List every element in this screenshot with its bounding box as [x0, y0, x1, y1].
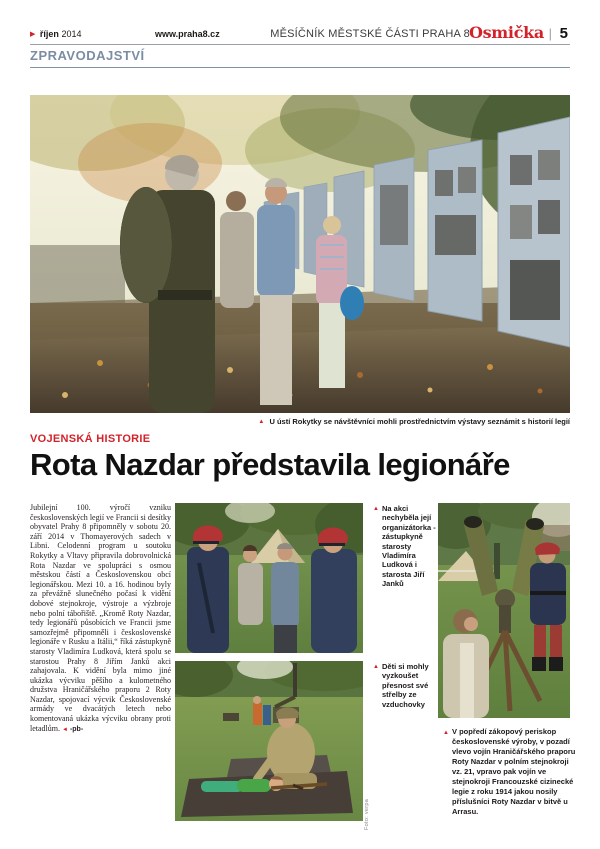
- caption-children: [373, 662, 440, 709]
- caption-arrow-icon: ▲: [373, 664, 379, 670]
- photo-credit: Foto: verpa: [364, 798, 370, 830]
- caption-organizers: [373, 504, 440, 589]
- child-shooting-illustration: [175, 661, 363, 821]
- article-body: [30, 503, 171, 735]
- caption-organizers-text: Na akci nechyběla její organizátorka - zástupkyně starosty Vladimíra Ludková i starosta Jiří Janků: [382, 504, 436, 589]
- caption-periscope: [443, 727, 576, 817]
- article-author: -pb-: [69, 725, 84, 733]
- issue-year: 2014: [61, 29, 82, 39]
- article-body-text: Jubilejní 100. výročí vzniku československých legií ve Francii si desítky obyvatel Prahy 8 připomněly v sobotu 20. září 2014 v Thomayerových sadech v Libni. Celodenní program u soutoku Rokytky a Vltavy připravila dobrovolnická Rota Nazdar ve spolupráci s osmou městskou částí a Československou obcí legionářskou. Mezi 10. a 16. hodinou byly za převážně slunečného počasí k vidění dobové stejnokroje, výstroje a výzbroje nebo polní tábořiště. „Kromě Roty Nazdar, tedy legionářů působících ve Francii jsme samozřejmě připomněli i československé legionáře v Rusku a Itálii,“ říká zástupkyně starosty Vladimíra Ludková, která spolu se starostou Prahy 8 Jiřím Janků akci zahajovala. K vidění byla mimo jiné ukázka výcviku pěšího a kulometného družstva Hraničářského praporu 2 Roty Nazdar, spojovací výcvik Československé armády ve dvacátých letech nebo komentovaná ukázka výcviku obrany proti letadlům.: [30, 503, 171, 733]
- main-photo-caption-text: U ústí Rokytky se návštěvníci mohli prostřednictvím výstavy seznámit s historií legií: [269, 417, 570, 426]
- section-bar: [30, 47, 570, 68]
- article-kicker: VOJENSKÁ HISTORIE: [30, 433, 151, 445]
- publication-line: MĚSÍČNÍK MĚSTSKÉ ČÁSTI PRAHA 8: [270, 28, 470, 40]
- caption-arrow-icon: ▲: [373, 506, 379, 512]
- periscope-illustration: [438, 503, 570, 718]
- website-url: www.praha8.cz: [155, 29, 220, 39]
- caption-periscope-text: V popředí zákopový periskop československé výroby, v pozadí vlevo vojín Hraničářského praporu Roty Nazdar v polním stejnokroji vz. 21, vpravo pak vojín ve stejnokroji Francouzské cizinecké legie z roku 1914 jakou nosily příslušníci Roty Nazdar v bitvě u Arrasu.: [452, 727, 576, 816]
- article-headline: Rota Nazdar představila legionáře: [30, 447, 510, 482]
- main-photo: [30, 95, 570, 413]
- issue-date: [30, 29, 81, 39]
- page-number-divider: |: [548, 26, 552, 41]
- date-arrow-icon: ▶: [30, 31, 36, 38]
- child-shooting-photo: [175, 661, 363, 821]
- soldiers-talking-illustration: [175, 503, 363, 653]
- caption-arrow-icon: ▲: [258, 419, 265, 425]
- article-end-icon: ◄: [62, 726, 68, 733]
- main-photo-caption: [30, 417, 570, 426]
- caption-arrow-icon: ▲: [443, 730, 449, 736]
- page-number: 5: [559, 25, 568, 42]
- periscope-photo: [438, 503, 570, 718]
- main-photo-illustration: [30, 95, 570, 413]
- issue-month: říjen: [39, 29, 59, 39]
- section-label: ZPRAVODAJSTVÍ: [30, 48, 145, 63]
- caption-children-text: Děti si mohly vyzkoušet přesnost své střelby ze vzduchovky: [382, 662, 429, 709]
- brand-logo: Osmička: [468, 23, 544, 42]
- soldiers-talking-photo: [175, 503, 363, 653]
- page-header: [30, 18, 570, 45]
